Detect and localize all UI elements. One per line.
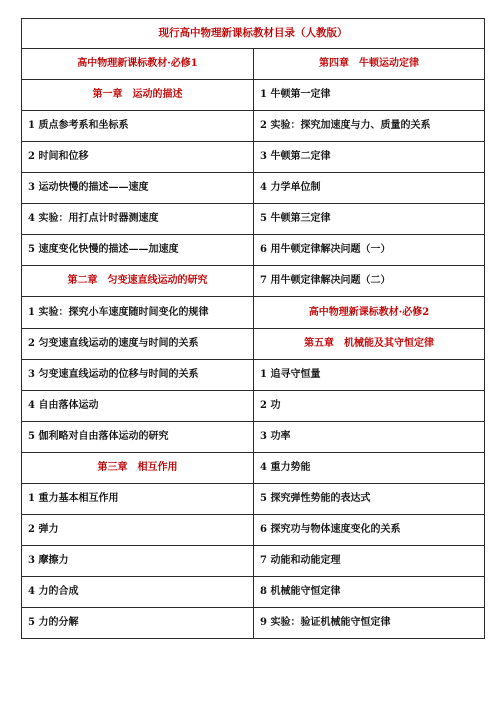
- table-row: [22, 235, 485, 266]
- lesson-item: 2 实验：探究加速度与力、质量的关系: [254, 111, 485, 142]
- table-row: [22, 577, 485, 608]
- lesson-item: 3 运动快慢的描述——速度: [22, 173, 254, 204]
- lesson-item: 1 追寻守恒量: [254, 360, 485, 391]
- lesson-item: 5 牛顿第三定律: [254, 204, 485, 235]
- lesson-item: 7 用牛顿定律解决问题（二）: [254, 266, 485, 297]
- table-row: [22, 204, 485, 235]
- lesson-item: 5 探究弹性势能的表达式: [254, 484, 485, 515]
- lesson-item: 1 牛顿第一定律: [254, 80, 485, 111]
- lesson-item: 1 重力基本相互作用: [22, 484, 254, 515]
- lesson-item: 4 力学单位制: [254, 173, 485, 204]
- section-heading: 第一章 运动的描述: [22, 80, 254, 111]
- section-heading: 第二章 匀变速直线运动的研究: [22, 266, 254, 297]
- lesson-item: 2 时间和位移: [22, 142, 254, 173]
- lesson-item: 4 重力势能: [254, 453, 485, 484]
- lesson-item: 3 功率: [254, 422, 485, 453]
- table-row: [22, 391, 485, 422]
- table-row: [22, 297, 485, 329]
- lesson-item: 6 探究功与物体速度变化的关系: [254, 515, 485, 546]
- table-row: [22, 329, 485, 360]
- lesson-item: 5 速度变化快慢的描述——加速度: [22, 235, 254, 266]
- lesson-item: 4 自由落体运动: [22, 391, 254, 422]
- toc-body: [22, 19, 485, 639]
- lesson-item: 2 匀变速直线运动的速度与时间的关系: [22, 329, 254, 360]
- lesson-item: 5 伽利略对自由落体运动的研究: [22, 422, 254, 453]
- table-row: [22, 484, 485, 515]
- lesson-item: 7 动能和动能定理: [254, 546, 485, 577]
- lesson-item: 2 功: [254, 391, 485, 422]
- page-title: 现行高中物理新课标教材目录（人教版）: [22, 19, 485, 49]
- lesson-item: 1 实验：探究小车速度随时间变化的规律: [22, 297, 254, 329]
- table-row: [22, 515, 485, 546]
- lesson-item: 4 力的合成: [22, 577, 254, 608]
- table-row: [22, 266, 485, 297]
- section-heading: 第三章 相互作用: [22, 453, 254, 484]
- table-row: [22, 80, 485, 111]
- section-heading: 第五章 机械能及其守恒定律: [254, 329, 485, 360]
- toc-table: [21, 18, 485, 639]
- lesson-item: 8 机械能守恒定律: [254, 577, 485, 608]
- lesson-item: 2 弹力: [22, 515, 254, 546]
- table-row: [22, 173, 485, 204]
- table-row: [22, 49, 485, 80]
- lesson-item: 3 匀变速直线运动的位移与时间的关系: [22, 360, 254, 391]
- lesson-item: 1 质点参考系和坐标系: [22, 111, 254, 142]
- lesson-item: 6 用牛顿定律解决问题（一）: [254, 235, 485, 266]
- lesson-item: 3 牛顿第二定律: [254, 142, 485, 173]
- section-heading: 第四章 牛顿运动定律: [254, 49, 485, 80]
- title-row: [22, 19, 485, 49]
- lesson-item: 3 摩擦力: [22, 546, 254, 577]
- section-heading: 高中物理新课标教材·必修2: [254, 297, 485, 329]
- table-row: [22, 111, 485, 142]
- lesson-item: 9 实验：验证机械能守恒定律: [254, 608, 485, 639]
- lesson-item: 4 实验：用打点计时器测速度: [22, 204, 254, 235]
- table-row: [22, 360, 485, 391]
- lesson-item: 5 力的分解: [22, 608, 254, 639]
- section-heading: 高中物理新课标教材·必修1: [22, 49, 254, 80]
- table-row: [22, 142, 485, 173]
- table-row: [22, 608, 485, 639]
- table-row: [22, 546, 485, 577]
- table-row: [22, 422, 485, 453]
- table-row: [22, 453, 485, 484]
